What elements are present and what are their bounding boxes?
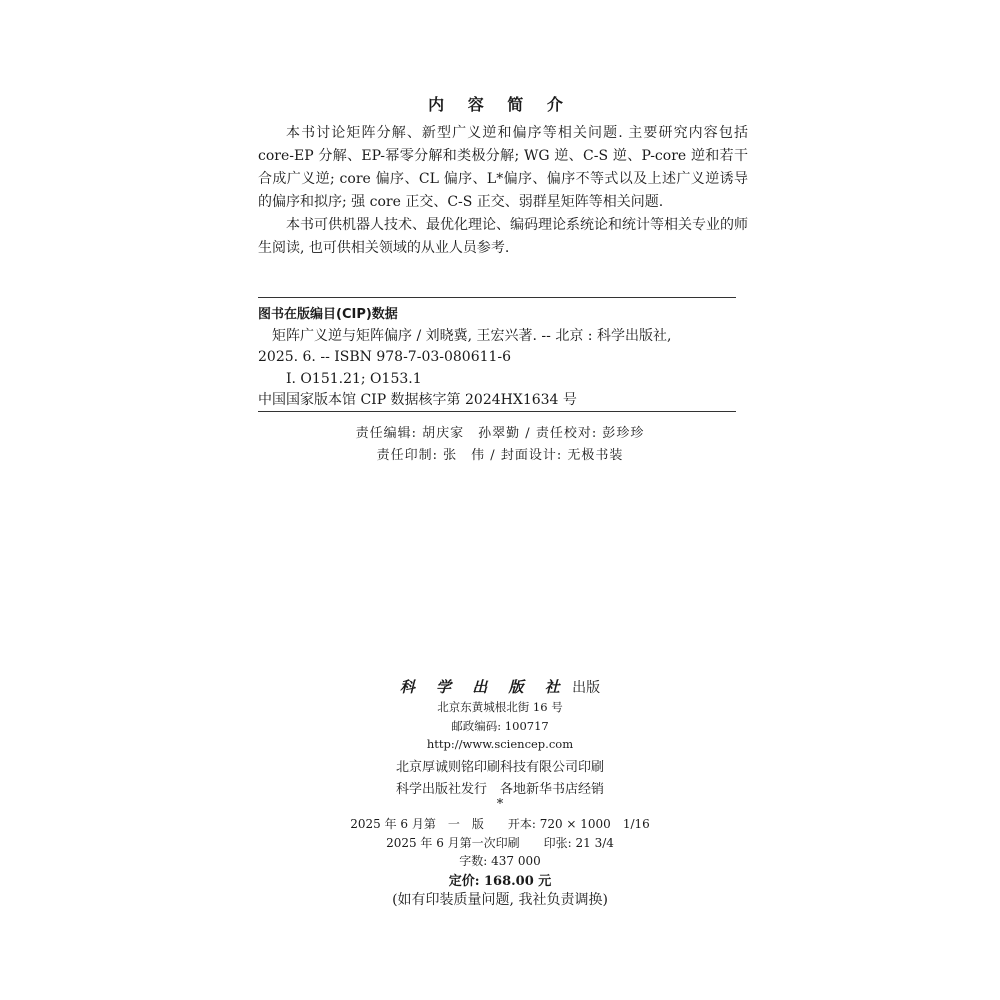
cip-block: [258, 304, 744, 412]
abstract-title: 内 容 简 介: [428, 95, 572, 114]
abstract-paragraph-2: 本书可供机器人技术、最优化理论、编码理论系统论和统计等相关专业的师生阅读, 也可供相关领域的从业人员参考.: [258, 217, 748, 256]
separator-star: *: [496, 797, 504, 812]
quality-note: (如有印装质量问题, 我社负责调换): [392, 892, 608, 908]
publisher-name: 科 学 出 版 社: [399, 678, 568, 696]
publisher-address: 北京东黄城根北街 16 号: [437, 700, 563, 714]
cip-line-3: Ⅰ. O151.21; O153.1: [286, 370, 422, 387]
word-count: 字数: 437 000: [459, 854, 541, 868]
printer-line: 北京厚诚则铭印刷科技有限公司印刷: [395, 760, 604, 775]
publisher-url: http://www.sciencep.com: [426, 737, 574, 751]
edition-line: 2025 年 6 月第 一 版 开本: 720 × 1000 1/16: [350, 817, 650, 831]
cip-line-2: 2025. 6. -- ISBN 978-7-03-080611-6: [258, 349, 512, 365]
abstract-paragraph-1: 本书讨论矩阵分解、新型广义逆和偏序等相关问题. 主要研究内容包括 core-EP 分解、EP-幂零分解和类极分解; WG 逆、C-S 逆、P-core 逆和若干合成广义逆; core 偏序、CL 偏序、L*偏序、偏序不等式以及上述广义逆诱导的偏序和拟序; 强 core 正交、C-S 正交、弱群星矩阵等相关问题.: [258, 125, 748, 210]
cip-line-4: 中国国家版本馆 CIP 数据核字第 2024HX1634 号: [258, 392, 577, 408]
credits-line-2: 责任印制: 张 伟 / 封面设计: 无极书装: [376, 448, 624, 463]
cip-bottom-rule: [258, 411, 736, 412]
price: 定价: 168.00 元: [448, 874, 552, 889]
publisher-postcode: 邮政编码: 100717: [451, 719, 549, 733]
cip-line-1: 矩阵广义逆与矩阵偏序 / 刘晓冀, 王宏兴著. -- 北京 : 科学出版社,: [272, 327, 672, 344]
distribution-line: 科学出版社发行 各地新华书店经销: [395, 782, 604, 797]
abstract-body: [258, 122, 748, 260]
publisher-line: [0, 676, 1000, 697]
publisher-suffix: 出版: [572, 680, 601, 696]
printing-line: 2025 年 6 月第一次印刷 印张: 21 3/4: [386, 836, 614, 850]
credits-line-1: 责任编辑: 胡庆家 孙翠勤 / 责任校对: 彭珍珍: [355, 426, 645, 441]
cip-top-rule: [258, 297, 736, 298]
cip-heading: 图书在版编目(CIP)数据: [258, 307, 398, 322]
